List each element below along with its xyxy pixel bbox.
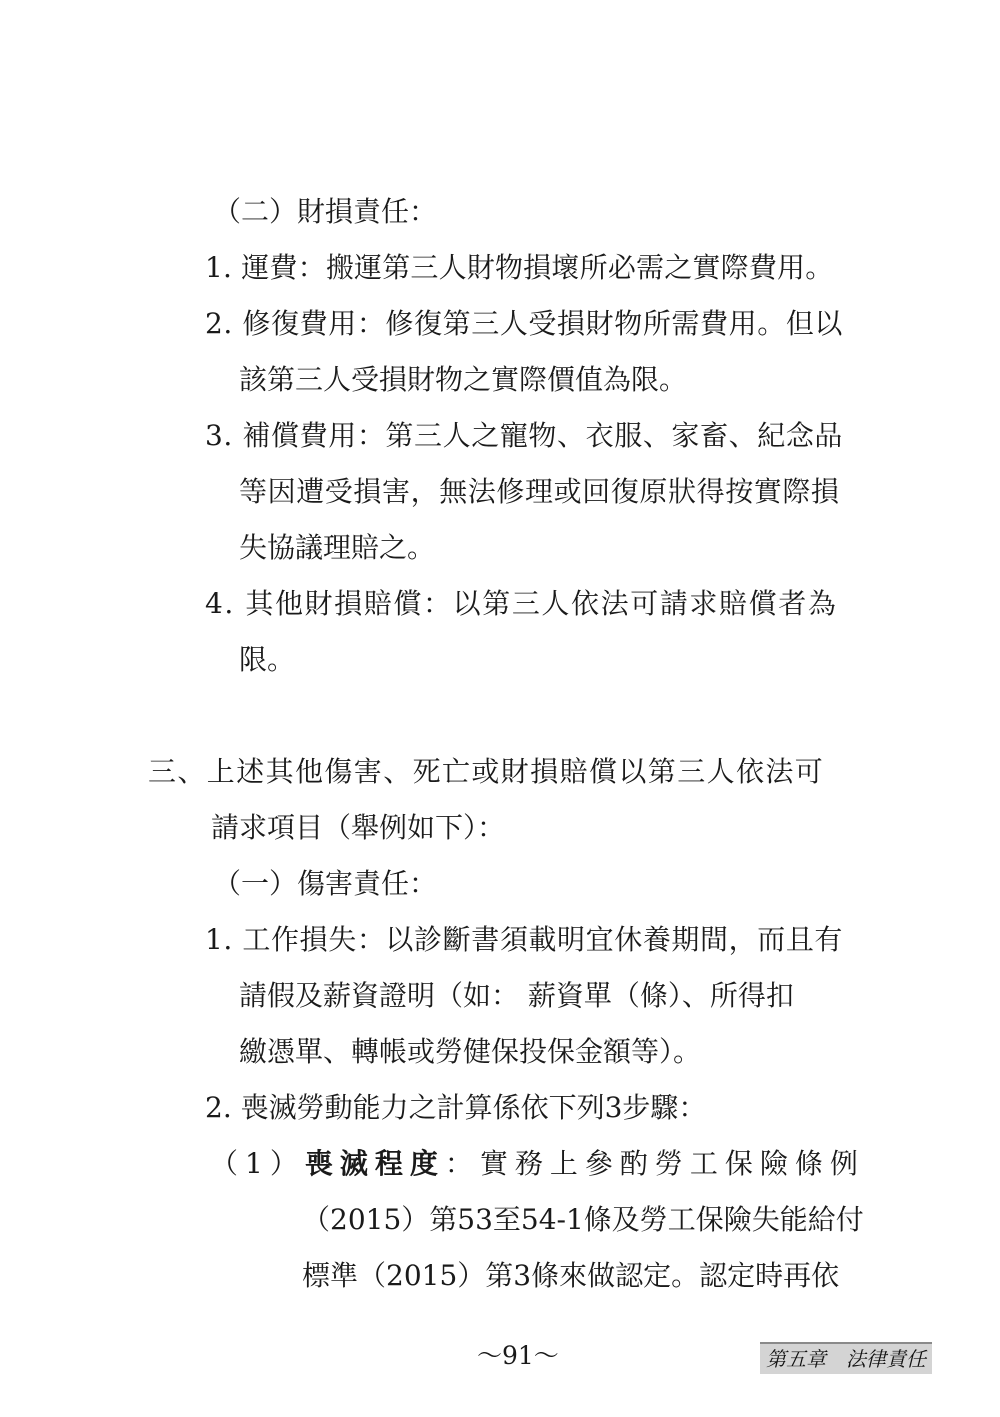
subitem-1-text-first: ：實務上參酌勞工保險條例	[444, 1147, 865, 1180]
subitem-1-line-2: （2015）第53至54-1條及勞工保險失能給付	[302, 1203, 864, 1236]
property-item-2-line-2: 該第三人受損財物之實際價值為限。	[239, 363, 688, 396]
property-heading: （二）財損責任：	[213, 195, 438, 228]
property-item-4-line-1: 4. 其他財損賠償：以第三人依法可請求賠償者為	[205, 587, 838, 620]
subitem-1-line-1	[210, 1144, 865, 1184]
subitem-1-prefix: （1）	[210, 1147, 305, 1180]
property-item-3-line-1: 3. 補償費用：第三人之寵物、衣服、家畜、紀念品	[205, 419, 844, 452]
injury-subheading: （一）傷害責任：	[213, 867, 438, 900]
chapter-label: 第五章 法律責任	[760, 1342, 932, 1374]
injury-item-1-line-3: 繳憑單、轉帳或勞健保投保金額等）。	[239, 1035, 702, 1068]
property-item-2-line-1: 2. 修復費用：修復第三人受損財物所需費用。但以	[205, 307, 844, 340]
section-three-line-2: 請求項目（舉例如下）：	[211, 811, 506, 844]
page-number: ～91～	[477, 1341, 559, 1370]
property-item-3-line-3: 失協議理賠之。	[239, 531, 436, 564]
subitem-1-term: 喪滅程度	[304, 1147, 445, 1180]
injury-item-2-line-1: 2. 喪滅勞動能力之計算係依下列3步驟：	[205, 1091, 707, 1124]
subitem-1-line-3: 標準（2015）第3條來做認定。認定時再依	[302, 1259, 840, 1292]
property-item-1-line-1: 1. 運費：搬運第三人財物損壞所必需之實際費用。	[205, 251, 834, 284]
property-item-4-line-2: 限。	[239, 643, 296, 676]
injury-item-1-line-2: 請假及薪資證明（如： 薪資單（條）、所得扣	[239, 979, 794, 1012]
injury-item-1-line-1: 1. 工作損失：以診斷書須載明宜休養期間，而且有	[205, 923, 844, 956]
section-three-line-1: 三、上述其他傷害、死亡或財損賠償以第三人依法可	[148, 755, 825, 788]
property-item-3-line-2: 等因遭受損害，無法修理或回復原狀得按實際損	[239, 475, 840, 508]
